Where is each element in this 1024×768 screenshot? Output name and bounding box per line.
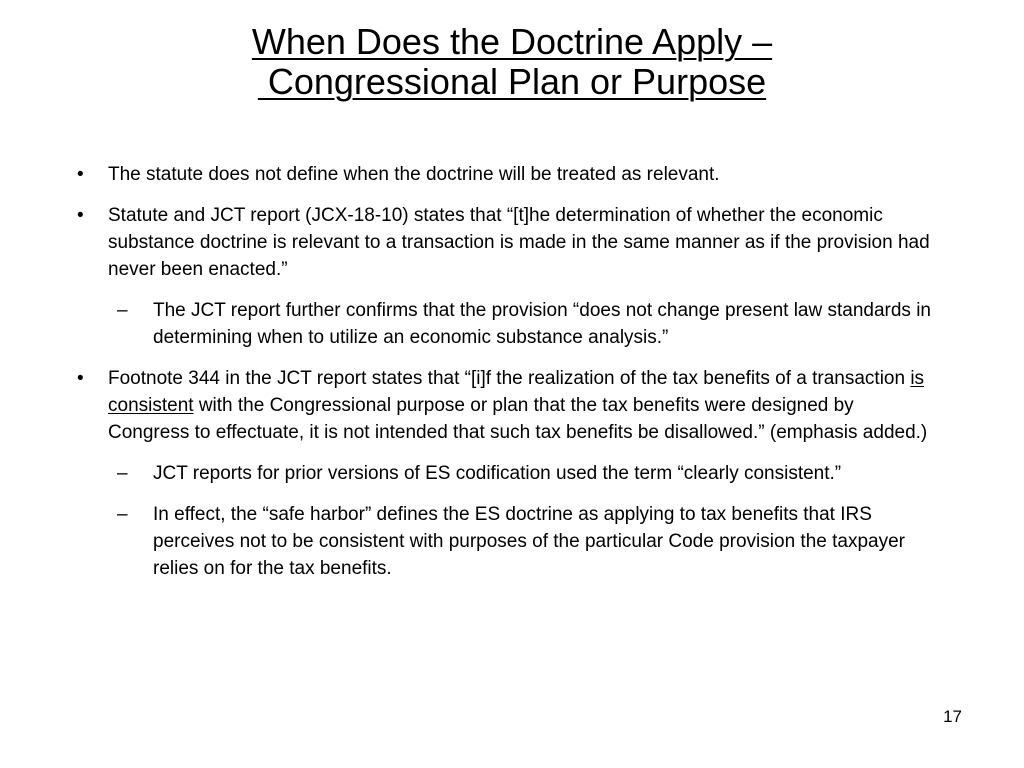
sub-bullet-item-1 [117, 297, 933, 351]
slide-title-line-1: When Does the Doctrine Apply – [251, 21, 773, 62]
sub-bullet-item-2 [117, 460, 933, 487]
emphasis-underlined-text: is consistent [108, 368, 925, 416]
bullet-marker: • [77, 205, 84, 226]
bullet-item-2 [77, 202, 938, 283]
bullet-text [108, 365, 938, 446]
slide-content [0, 161, 1024, 582]
bullet-text: The statute does not define when the doctrine will be treated as relevant. [108, 164, 720, 185]
sub-bullet-text: JCT reports for prior versions of ES codification used the term “clearly consistent.” [153, 463, 842, 484]
bullet-text: Statute and JCT report (JCX-18-10) states that “[t]he determination of whether the economic substance doctrine is relevant to a transaction is made in the same manner as if the provision had never been enacted.” [108, 205, 930, 280]
slide-title [0, 22, 1024, 102]
bullet-text-part-2: with the Congressional purpose or plan that the tax benefits were designed by Congress to effectuate, it is not intended that such tax benefits be disallowed.” (emphasis added.) [108, 395, 928, 443]
dash-marker: – [117, 463, 128, 484]
dash-marker: – [117, 504, 128, 525]
sub-bullet-item-3 [117, 501, 933, 582]
slide-title-line-2: Congressional Plan or Purpose [257, 61, 767, 102]
page-number: 17 [943, 707, 962, 726]
bullet-item-3 [77, 365, 938, 446]
sub-bullet-text: In effect, the “safe harbor” defines the ES doctrine as applying to tax benefits that IRS perceives not to be consistent with purposes of the particular Code provision the taxpayer relies on for the tax benefits. [153, 504, 905, 579]
dash-marker: – [117, 300, 128, 321]
bullet-marker: • [77, 164, 84, 185]
bullet-text-part-1: Footnote 344 in the JCT report states that “[i]f the realization of the tax benefits of a transaction [108, 368, 911, 389]
bullet-item-1 [77, 161, 938, 188]
bullet-marker: • [77, 368, 84, 389]
sub-bullet-text: The JCT report further confirms that the provision “does not change present law standards in determining when to utilize an economic substance analysis.” [153, 300, 931, 348]
